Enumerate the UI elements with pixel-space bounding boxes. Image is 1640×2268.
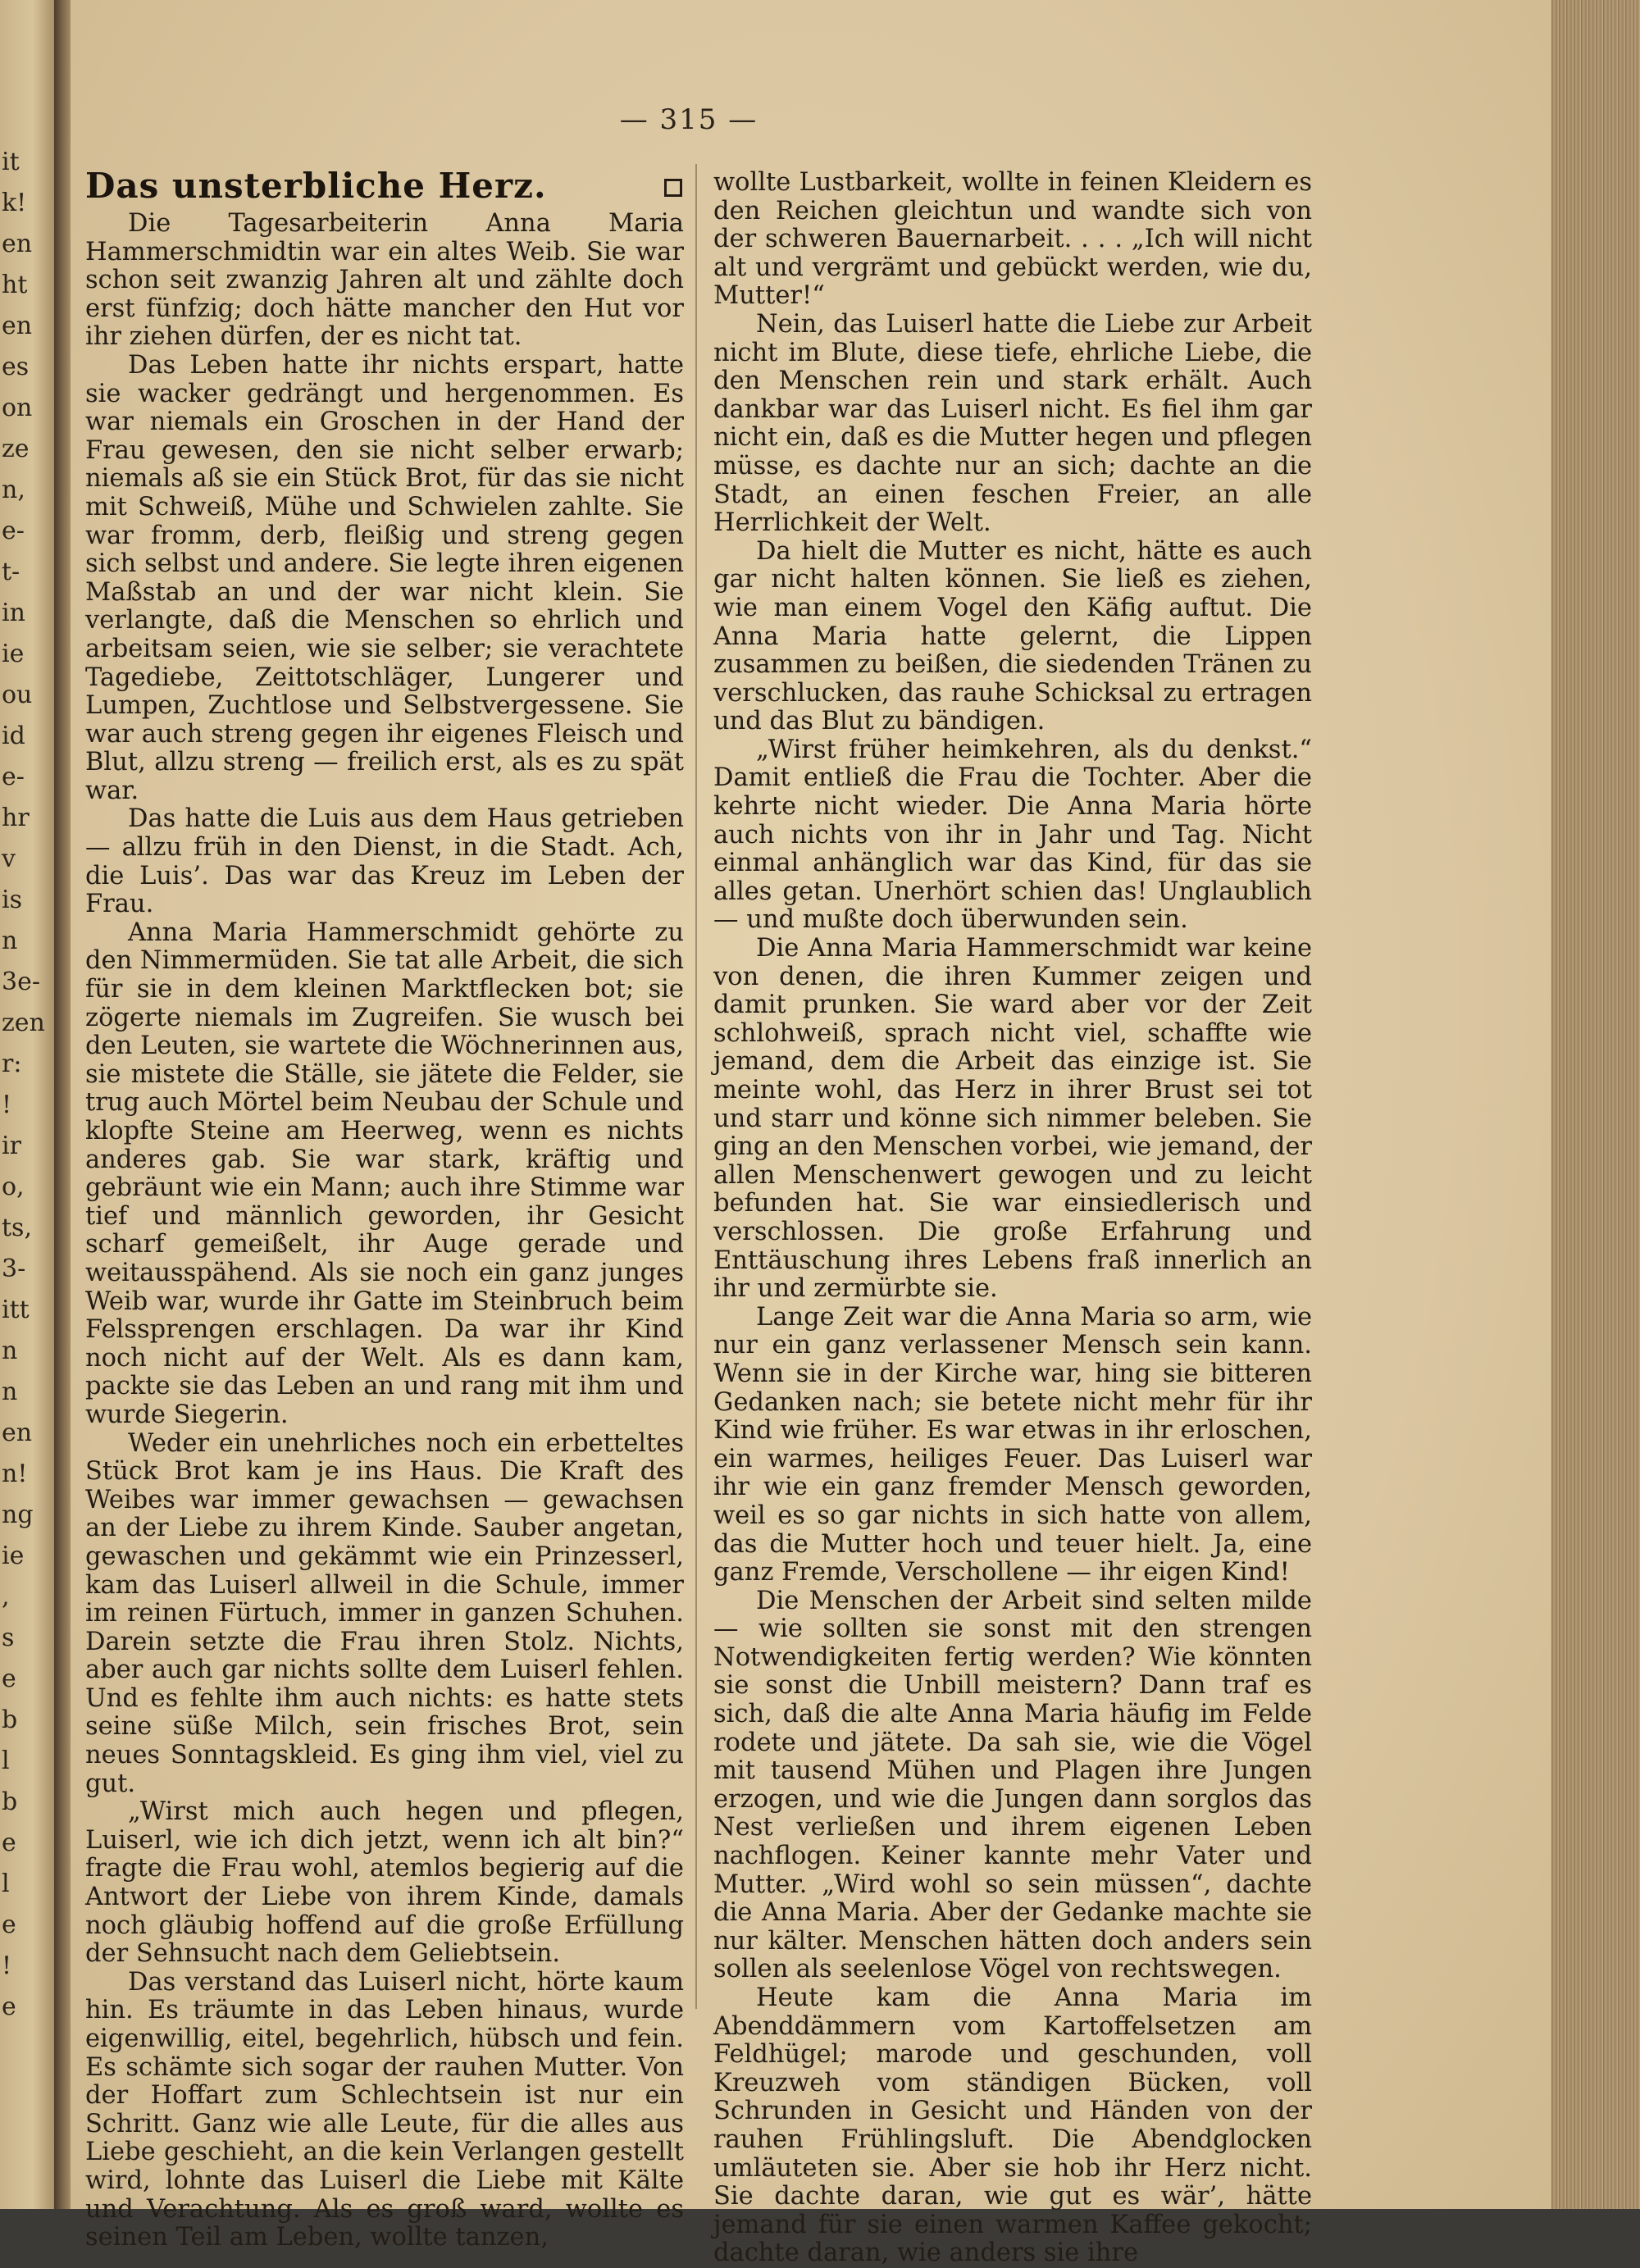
previous-page-text-fragment: en [2,312,33,340]
previous-page-text-fragment: ie [2,1542,25,1570]
previous-page-text-fragment: ze [2,435,30,463]
page-edges [1551,0,1640,2209]
previous-page-text-fragment: hr [2,804,30,832]
previous-page-text-fragment: n [2,1378,18,1406]
previous-page-text-fragment: n [2,1337,18,1365]
previous-page-text-fragment: e- [2,517,25,545]
right-column [713,169,1312,2268]
previous-page-text-fragment: en [2,1419,33,1447]
previous-page-text-fragment: itt [2,1296,30,1324]
article-title: Das unsterbliche Herz. [85,166,547,206]
paragraph: Das verstand das Luiserl nicht, hörte kaum hin. Es träumte in das Leben hinaus, wurde eigenwillig, eitel, begehrlich, hübsch und fein. Es schämte sich sogar der rauhen Mutter. Von der Hoffart zum Schlechtsein ist nur ein Schritt. Ganz wie alle Leute, für die alles aus Liebe geschieht, an die kein Verlangen gestellt wird, lohnte das Luiserl die Liebe mit Kälte und Verachtung. Als es groß ward, wollte es seinen Teil am Leben, wollte tanzen, [85,1967,684,2252]
previous-page-text-fragment: ng [2,1501,34,1529]
previous-page-text-fragment: in [2,599,25,627]
previous-page-text-fragment: 3- [2,1255,26,1283]
paragraph: „Wirst früher heimkehren, als du denkst.“ Damit entließ die Frau die Tochter. Aber die kehrte nicht wieder. Die Anna Maria hörte auch nichts von ihr in Jahr und Tag. Nicht einmal anhänglich war das Kind, für das sie alles getan. Unerhört schien das! Unglaublich — und mußte doch überwunden sein. [713,735,1312,935]
previous-page-text-fragment: , [2,1583,10,1611]
paragraph: Das hatte die Luis aus dem Haus getrieben — allzu früh in den Dienst, in die Stadt. Ach, die Luis’. Das war das Kreuz im Leben der Frau. [85,804,684,919]
previous-page-text-fragment: e [2,1829,16,1857]
previous-page-text-fragment: v [2,845,16,873]
previous-page-text-fragment: n, [2,476,25,504]
previous-page-text-fragment: k! [2,189,27,217]
previous-page-text-fragment: 3e- [2,968,40,996]
previous-page-text-fragment: b [2,1706,18,1734]
paragraph: Heute kam die Anna Maria im Abenddämmern vom Kartoffelsetzen am Feldhügel; marode und geschunden, voll Kreuzweh vom ständigen Bücken, voll Schrunden in Gesicht und Händen von der rauhen Frühlingsluft. Die Abendglocken umläuteten sie. Aber sie hob ihr Herz nicht. Sie dachte daran, wie gut es wär’, hätte jemand für sie einen warmen Kaffee gekocht; dachte daran, wie anders sie ihre [713,1983,1312,2268]
previous-page-text-fragment: zen [2,1009,45,1037]
previous-page-text-fragment: is [2,886,22,914]
previous-page-text-fragment: n! [2,1460,28,1488]
previous-page-text-fragment: n [2,927,18,955]
paragraph: Die Menschen der Arbeit sind selten milde — wie sollten sie sonst mit den strengen Notwendigkeiten fertig werden? Wie könnten sie sonst die Unbill meistern? Dann traf es sich, daß die alte Anna Maria häufig im Felde rodete und jätete. Da sah sie, wie die Vögel mit tausend Mühen und Plagen ihre Jungen erzogen, und wie die Jungen dann sorglos das Nest verließen und ihrem eigenen Leben nachflogen. Keiner kannte mehr Vater und Mutter. „Wird wohl so sein müssen“, dachte die Anna Maria. Aber der Gedanke machte sie nur kälter. Menschen hätten doch anders sein sollen als seelenlose Vögel von rechtswegen. [713,1586,1312,1984]
previous-page-text-fragment: o, [2,1173,25,1201]
paragraph: Lange Zeit war die Anna Maria so arm, wie nur ein ganz verlassener Mensch sein kann. Wenn sie in der Kirche war, hing sie bitteren Gedanken nach; sie betete nicht mehr für ihr Kind wie früher. Es war etwas in ihr erloschen, ein warmes, heiliges Feuer. Das Luiserl war ihr wie ein ganz fremder Mensch geworden, weil es so gar nichts in sich hatte von allem, das die Mutter hoch und teuer hielt. Ja, eine ganz Fremde, Verschollene — ihr eigen Kind! [713,1302,1312,1587]
previous-page-text-fragment: ou [2,681,33,709]
previous-page-text-fragment: on [2,394,33,422]
page-number: — 315 — [619,103,758,136]
previous-page-text-fragment: it [2,148,20,176]
previous-page-edge [0,0,54,2209]
previous-page-text-fragment: e [2,1665,16,1693]
previous-page-text-fragment: ht [2,271,28,299]
paragraph: Da hielt die Mutter es nicht, hätte es auch gar nicht halten können. Sie ließ es ziehen, wie man einem Vogel den Käfig auftut. Die Anna Maria hatte gelernt, die Lippen zusammen zu beißen, die siedenden Tränen zu verschlucken, das rauhe Schicksal zu ertragen und das Blut zu bändigen. [713,536,1312,736]
previous-page-text-fragment: t- [2,558,20,586]
previous-page-text-fragment: r: [2,1050,22,1078]
article-header [85,164,684,208]
paragraph: Die Tagesarbeiterin Anna Maria Hammerschmidtin war ein altes Weib. Sie war schon seit zwanzig Jahren alt und zählte doch erst fünfzig; doch hätte mancher den Hut vor ihr ziehen dürfen, der es nicht tat. [85,209,684,352]
paragraph: „Wirst mich auch hegen und pflegen, Luiserl, wie ich dich jetzt, wenn ich alt bin?“ fragte die Frau wohl, atemlos begierig auf die Antwort der Liebe von ihrem Kinde, damals noch gläubig hoffend auf die große Erfüllung der Sehnsucht nach dem Geliebtsein. [85,1797,684,1969]
previous-page-text-fragment: en [2,230,33,258]
previous-page-text-fragment: ts, [2,1214,32,1242]
paragraph: Anna Maria Hammerschmidt gehörte zu den Nimmermüden. Sie tat alle Arbeit, die sich für sie in dem kleinen Marktflecken bot; sie zögerte niemals im Zugreifen. Sie wusch bei den Leuten, sie wartete die Wöchnerinnen aus, sie mistete die Ställe, sie jätete die Felder, sie trug auch Mörtel beim Neubau der Schule und klopfte Steine am Heerweg, wenn es nichts anderes gab. Sie war stark, kräftig und gebräunt wie ein Mann; auch ihre Stimme war tief und männlich geworden, ihr Gesicht scharf gemeißelt, ihr Auge gerade und weitausspähend. Als sie noch ein ganz junges Weib war, wurde ihr Gatte im Steinbruch beim Felssprengen erschlagen. Da war ihr Kind noch nicht auf der Welt. Als es dann kam, packte sie das Leben an und rang mit ihm und wurde Siegerin. [85,918,684,1429]
paragraph: Weder ein unehrliches noch ein erbetteltes Stück Brot kam je ins Haus. Die Kraft des Weibes war immer gewachsen — gewachsen an der Liebe zu ihrem Kinde. Sauber angetan, gewaschen und gekämmt wie ein Prinzesserl, kam das Luiserl allweil in die Schule, immer im reinen Fürtuch, immer in ganzen Schuhen. Darein setzte die Frau ihren Stolz. Nichts, aber auch gar nichts sollte dem Luiserl fehlen. Und es fehlte ihm auch nichts: es hatte stets seine süße Milch, sein frisches Brot, sein neues Sonntagskleid. Es ging ihm viel, viel zu gut. [85,1428,684,1798]
previous-page-text-fragment: e- [2,763,25,791]
column-divider [695,164,697,2009]
previous-page-text-fragment: s [2,1624,15,1652]
previous-page-text-fragment: e [2,1992,16,2021]
previous-page-text-fragment: es [2,353,30,381]
previous-page-text-fragment: b [2,1788,18,1816]
previous-page-text-fragment: e [2,1910,16,1939]
paragraph: Die Anna Maria Hammerschmidt war keine von denen, die ihren Kummer zeigen und damit prunken. Sie ward aber vor der Zeit schlohweiß, sprach nicht viel, schaffte wie jemand, dem die Arbeit das einzige ist. Sie meinte wohl, das Herz in ihrer Brust sei tot und starr und könne sich nimmer beleben. Sie ging an den Menschen vorbei, wie jemand, der allen Menschenwert gewogen und zu leicht befunden hat. Sie war einsiedlerisch und verschlossen. Die große Erfahrung und Enttäuschung ihres Lebens fraß innerlich an ihr und zermürbte sie. [713,934,1312,1304]
paragraph: wollte Lustbarkeit, wollte in feinen Kleidern es den Reichen gleichtun und wandte sich von der schweren Bauernarbeit. . . . „Ich will nicht alt und vergrämt und gebückt werden, wie du, Mutter!“ [713,168,1312,311]
previous-page-text-fragment: ie [2,640,25,668]
previous-page-text-fragment: l [2,1747,10,1775]
previous-page-text-fragment: id [2,722,25,750]
previous-page-text-fragment: ! [2,1951,12,1980]
previous-page-text-fragment: ! [2,1091,12,1119]
book-gutter [54,0,71,2209]
previous-page-text-fragment: ir [2,1132,21,1160]
left-column [85,164,684,2252]
square-ornament-icon [664,179,682,197]
paragraph: Das Leben hatte ihr nichts erspart, hatte sie wacker gedrängt und hergenommen. Es war niemals ein Groschen in der Hand der Frau gewesen, den sie nicht selber erwarb; niemals aß sie ein Stück Brot, für das sie nicht mit Schweiß, Mühe und Schwielen zahlte. Sie war fromm, derb, fleißig und streng gegen sich selbst und andere. Sie legte ihren eigenen Maßstab an und der war nicht klein. Sie verlangte, daß die Menschen so ehrlich und arbeitsam seien, wie sie selber; sie verachtete Tagediebe, Zeittotschläger, Lungerer und Lumpen, Zuchtlose und Selbstvergessene. Sie war auch streng gegen ihr eigenes Fleisch und Blut, allzu streng — freilich erst, als es zu spät war. [85,350,684,805]
previous-page-text-fragment: l [2,1870,10,1898]
paragraph: Nein, das Luiserl hatte die Liebe zur Arbeit nicht im Blute, diese tiefe, ehrliche Liebe, die den Menschen rein und stark erhält. Auch dankbar war das Luiserl nicht. Es fiel ihm gar nicht ein, daß es die Mutter hegen und pflegen müsse, es dachte nur an sich; dachte an die Stadt, an einen feschen Freier, an alle Herrlichkeit der Welt. [713,309,1312,538]
